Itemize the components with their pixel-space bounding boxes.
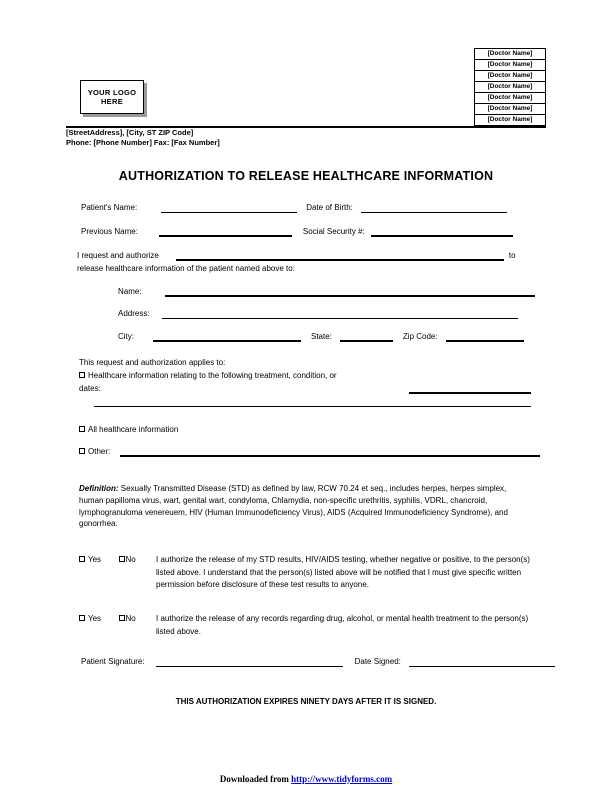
- field-row-recipient-city-state-zip: [118, 331, 524, 342]
- date-signed-input[interactable]: [409, 657, 555, 667]
- definition-term: Definition:: [79, 484, 119, 493]
- checkbox-option-treatment-continued: dates:: [79, 384, 101, 393]
- date-signed-label: Date Signed:: [354, 657, 401, 666]
- letterhead: [66, 48, 546, 126]
- doctor-name-cell: [Doctor Name]: [475, 60, 546, 71]
- authorize-lead-in-label: I request and authorize: [77, 251, 159, 260]
- field-row-previous-name: [81, 226, 513, 237]
- checkbox-all-icon[interactable]: [79, 426, 85, 432]
- field-row-patient-name: [81, 203, 507, 213]
- checkbox-other-icon[interactable]: [79, 448, 85, 454]
- checkbox-option-other-label: Other:: [88, 447, 111, 456]
- consent-std-text: I authorize the release of my STD results, HIV/AIDS testing, whether negative or positive, to the person(s) listed above. I understand that the person(s) listed above will be notified that I must give specific written permission before disclosure of these test results to anyone.: [156, 555, 530, 589]
- doctor-name-cell: [Doctor Name]: [475, 104, 546, 115]
- patient-name-label: Patient's Name:: [81, 203, 138, 212]
- patient-signature-input[interactable]: [156, 657, 343, 667]
- checkbox-option-other-group[interactable]: [79, 447, 110, 457]
- consent-std-yes-label: Yes: [88, 555, 102, 564]
- definition-text: Sexually Transmitted Disease (STD) as defined by law, RCW 70.24 et seq., includes herpes, herpes simplex, human papilloma virus, wart, genital wart, condyloma, Chlamydia, non-specific urethritis, syphilis, VDRL, chancroid, lymphogranuloma venereuem, HIV (Human Immunodeficiency Virus), AIDS (Acquired Immunodeficiency Syndrome), and gonorrhea.: [79, 484, 508, 529]
- logo-line-2: HERE: [100, 97, 124, 106]
- consent-block-std: [79, 554, 534, 592]
- logo-line-1: YOUR LOGO: [87, 88, 137, 97]
- consent-substance-text: I authorize the release of any records regarding drug, alcohol, or mental health treatment to the person(s) listed above.: [156, 614, 529, 636]
- recipient-address-label: Address:: [118, 309, 150, 318]
- checkbox-std-no-icon[interactable]: [119, 556, 125, 562]
- recipient-state-input[interactable]: [340, 331, 393, 342]
- treatment-dates-input-long[interactable]: [94, 406, 531, 407]
- footer-attribution: [0, 774, 612, 784]
- street-address-line: [StreetAddress], [City, ST ZIP Code]: [66, 128, 194, 137]
- field-row-authorize: [77, 250, 516, 261]
- consent-block-substance: [79, 613, 534, 638]
- date-of-birth-label: Date of Birth:: [306, 203, 353, 212]
- recipient-name-label: Name:: [118, 287, 142, 296]
- doctor-name-cell: [Doctor Name]: [475, 82, 546, 93]
- consent-substance-no-label: No: [125, 614, 136, 623]
- checkbox-substance-yes-icon[interactable]: [79, 615, 85, 621]
- recipient-address-input[interactable]: [162, 309, 518, 319]
- practice-address-block: [66, 128, 220, 148]
- footer-prefix: Downloaded from: [219, 774, 292, 784]
- previous-name-input[interactable]: [159, 226, 292, 237]
- checkbox-option-other[interactable]: [79, 446, 540, 457]
- consent-std-options[interactable]: [79, 554, 149, 567]
- ssn-input[interactable]: [371, 226, 513, 237]
- checkbox-option-all-label: All healthcare information: [88, 425, 179, 434]
- recipient-name-input[interactable]: [165, 286, 535, 297]
- checkbox-std-yes-icon[interactable]: [79, 556, 85, 562]
- consent-substance-yes-label: Yes: [88, 614, 102, 623]
- field-row-signature: [81, 657, 555, 667]
- authorize-second-line: release healthcare information of the patient named above to:: [77, 264, 295, 273]
- definition-paragraph: [79, 483, 531, 530]
- doctor-name-cell: [Doctor Name]: [475, 93, 546, 104]
- recipient-city-label: City:: [118, 332, 134, 341]
- previous-name-label: Previous Name:: [81, 227, 138, 236]
- patient-signature-label: Patient Signature:: [81, 657, 145, 666]
- authorize-trailing-label: to: [508, 251, 516, 260]
- logo-placeholder: [80, 80, 144, 114]
- ssn-label: Social Security #:: [302, 227, 365, 236]
- patient-name-input[interactable]: [161, 203, 297, 213]
- date-of-birth-input[interactable]: [361, 203, 507, 213]
- checkbox-option-treatment-label: Healthcare information relating to the following treatment, condition, or: [88, 371, 337, 380]
- doctor-name-cell: [Doctor Name]: [475, 49, 546, 60]
- recipient-zip-input[interactable]: [446, 331, 524, 342]
- field-row-recipient-name: [118, 286, 535, 297]
- doctor-name-cell: [Doctor Name]: [475, 71, 546, 82]
- other-description-input[interactable]: [120, 446, 540, 457]
- checkbox-substance-no-icon[interactable]: [119, 615, 125, 621]
- doctor-name-cell: [Doctor Name]: [475, 115, 546, 126]
- recipient-zip-label: Zip Code:: [402, 332, 438, 341]
- footer-url-link[interactable]: http://www.tidyforms.com: [291, 774, 393, 784]
- recipient-city-input[interactable]: [153, 331, 301, 342]
- consent-std-no-label: No: [125, 555, 136, 564]
- page-title: AUTHORIZATION TO RELEASE HEALTHCARE INFORMATION: [118, 169, 494, 183]
- treatment-dates-input-short[interactable]: [409, 392, 531, 394]
- checkbox-option-treatment[interactable]: [79, 370, 409, 382]
- expiration-notice: THIS AUTHORIZATION EXPIRES NINETY DAYS AFTER IT IS SIGNED.: [175, 697, 437, 706]
- applies-heading: This request and authorization applies to:: [79, 358, 226, 367]
- authorized-party-input[interactable]: [176, 250, 504, 261]
- field-row-recipient-address: [118, 309, 518, 319]
- checkbox-treatment-icon[interactable]: [79, 372, 85, 378]
- doctor-name-table: [474, 48, 546, 126]
- checkbox-option-all[interactable]: [79, 424, 178, 436]
- recipient-state-label: State:: [311, 332, 332, 341]
- consent-substance-options[interactable]: [79, 613, 149, 626]
- phone-fax-line: Phone: [Phone Number] Fax: [Fax Number]: [66, 138, 220, 147]
